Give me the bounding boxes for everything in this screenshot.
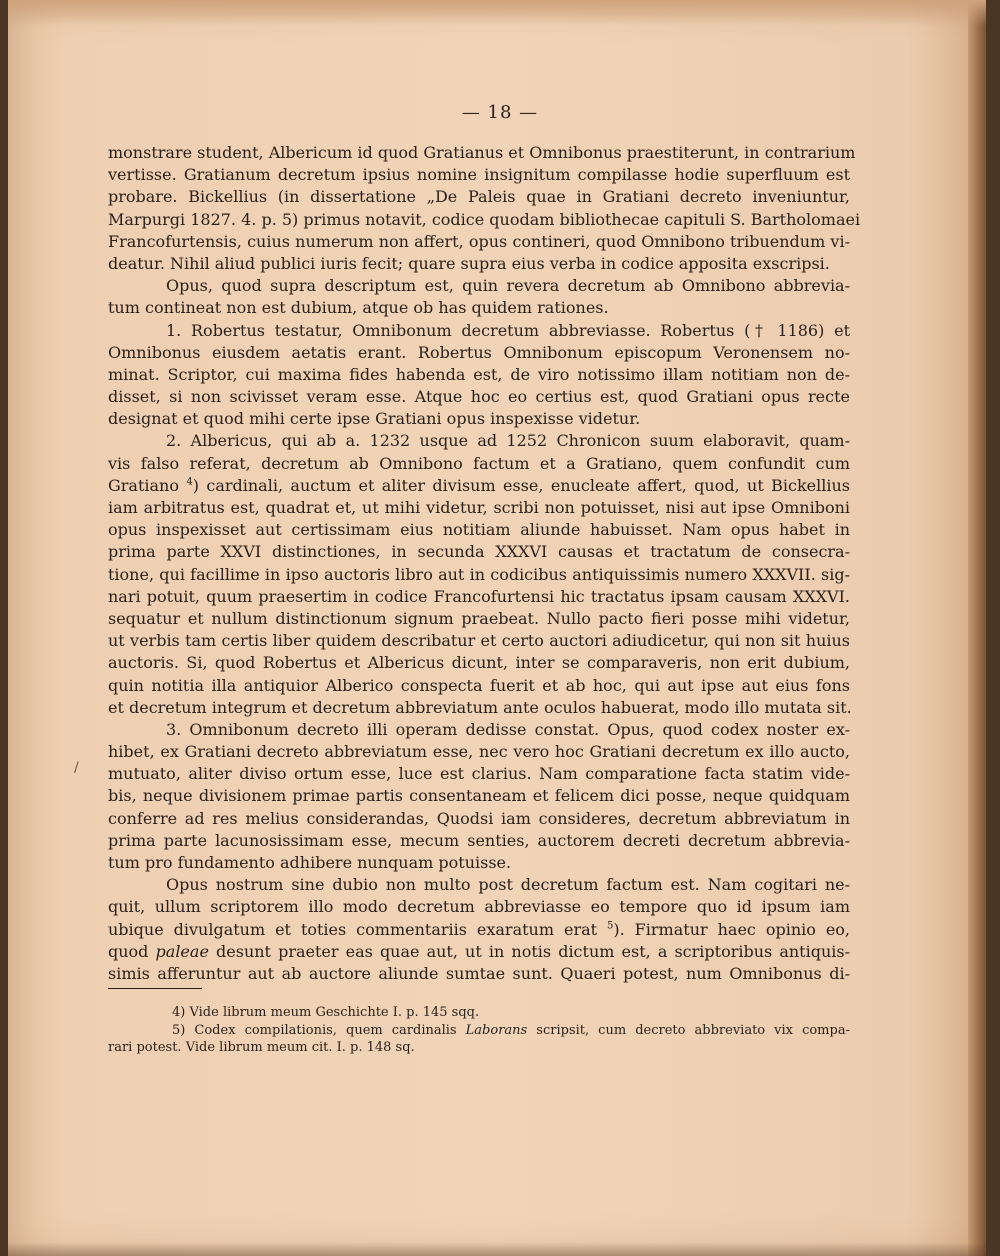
text-line: quit, ullum scriptorem illo modo decretum abbreviasse eo tempore quo id ipsum iam (108, 897, 850, 917)
margin-mark: / (74, 760, 79, 776)
text-line: probare. Bickellius (in dissertatione „De Paleis quae in Gratiani decreto inveniuntur, (108, 187, 850, 207)
text-line-erat (108, 919, 850, 941)
text-line: sequatur et nullum distinctionum signum praebeat. Nullo pacto fieri posse mihi videtur, (108, 608, 850, 628)
text-line: tum pro fundamento adhibere nunquam potuisse. (108, 853, 512, 872)
text-line: nari potuit, quum praesertim in codice Francofurtensi hic tractatus ipsam causam XXXVI. (108, 586, 850, 606)
text-line-gratiano (108, 475, 850, 497)
text-line: 1. Robertus testatur, Omnibonum decretum abbreviasse. Robertus († 1186) et (166, 320, 850, 340)
text-line: mutuato, aliter diviso ortum esse, luce est clarius. Nam comparatione facta statim vide- (108, 764, 850, 784)
erat-phrase: ubique divulgatum et toties commentariis exaratum erat (108, 919, 598, 939)
text-line: minat. Scriptor, cui maxima fides habenda est, de viro notissimo illam notitiam non de- (108, 364, 850, 384)
body-text (108, 142, 861, 985)
gratiano-rest: ) cardinali, auctum et aliter divisum esse, enucleate affert, quod, ut Bickellius (192, 475, 850, 495)
text-line: opus inspexisset aut certissimam eius notitiam aliunde habuisset. Nam opus habet in (108, 520, 850, 540)
text-line: prima parte lacunosissimam esse, mecum senties, auctorem decreti decretum abbrevia- (108, 830, 850, 850)
footnote-4: 4) Vide librum meum Geschichte I. p. 145 sqq. (172, 1005, 480, 1020)
text-line: designat et quod mihi certe ipse Gratiani opus inspexisse videtur. (108, 409, 641, 429)
text-line: conferre ad res melius considerandas, Quodsi iam consideres, decretum abbreviatum in (108, 808, 850, 828)
top-shadow-band (8, 0, 986, 26)
text-line: hibet, ex Gratiani decreto abbreviatum esse, nec vero hoc Gratiani decretum ex illo aucto, (108, 742, 850, 762)
page-edge-bottom (8, 1242, 986, 1256)
text-line: ut verbis tam certis liber quidem describatur et certo auctori adiudicetur, qui non sit huius (108, 631, 850, 651)
footnote-5-italic: Laborans (465, 1022, 528, 1038)
text-line: bis, neque divisionem primae partis consentaneam et felicem dici posse, neque quidquam (108, 786, 850, 806)
gratiano-word: Gratiano (108, 475, 179, 495)
text-line: iam arbitratus est, quadrat et, ut mihi videtur, scribi non potuisset, nisi aut ipse Omniboni (108, 498, 850, 517)
text-line: Opus, quod supra descriptum est, quin revera decretum ab Omnibono abbrevia- (166, 276, 850, 296)
text-line: vertisse. Gratianum decretum ipsius nomine insignitum compilasse hodie superfluum est (108, 165, 850, 185)
text-line: tione, qui facillime in ipso auctoris libro aut in codicibus antiquissimis numero XXXVII. sig- (108, 564, 850, 584)
text-line: Opus nostrum sine dubio non multo post decretum factum est. Nam cogitari ne- (166, 875, 850, 895)
text-line: simis afferuntur aut ab auctore aliunde sumtae sunt. Quaeri potest, num Omnibonus di- (108, 963, 850, 983)
footnote-5-a: 5) Codex compilationis, quem cardinalis (172, 1022, 457, 1038)
text-line: Marpurgi 1827. 4. p. 5) primus notavit, codice quodam bibliothecae capituli S. Bartholomaei (108, 209, 861, 229)
text-line: et decretum integrum et decretum abbreviatum ante oculos habuerat, modo illo mutata sit. (108, 697, 852, 717)
footnote-rule (108, 988, 202, 989)
paleae-word: paleae (155, 941, 209, 961)
text-line: Francofurtensis, cuius numerum non affert, opus contineri, quod Omnibono tribuendum vi- (108, 231, 850, 251)
page-number: — 18 — (461, 102, 539, 123)
text-line: monstrare student, Albericum id quod Gratianus et Omnibonus praestiterunt, in contrarium (108, 143, 856, 162)
text-line: deatur. Nihil aliud publici iuris fecit; quare supra eius verba in codice apposita exscripsi. (108, 253, 830, 273)
footnote-ref-5: 5 (607, 920, 614, 932)
text-line: disset, si non scivisset veram esse. Atque hoc eo certius est, quod Gratiani opus recte (108, 387, 850, 407)
text-line: Omnibonus eiusdem aetatis erant. Robertus Omnibonum episcopum Veronensem no- (108, 342, 850, 362)
text-line: vis falso referat, decretum ab Omnibono factum et a Gratiano, quem confundit cum (108, 453, 850, 473)
page-edge-right (968, 0, 986, 1256)
text-line: quin notitia illa antiquior Alberico conspecta fuerit et ab hoc, qui aut ipse aut eius fons (108, 675, 850, 695)
text-line: prima parte XXVI distinctiones, in secunda XXXVI causas et tractatum de consecra- (108, 542, 850, 562)
footnotes (108, 1004, 850, 1057)
footnote-5 (108, 1022, 850, 1040)
text-line: tum contineat non est dubium, atque ob has quidem rationes. (108, 298, 609, 318)
paleae-rest: desunt praeter eas quae aut, ut in notis dictum est, a scriptoribus antiquis- (216, 941, 850, 961)
text-line: 2. Albericus, qui ab a. 1232 usque ad 1252 Chronicon suum elaboravit, quam- (166, 431, 850, 451)
footnote-5-cont: rari potest. Vide librum meum cit. I. p. 148 sq. (108, 1040, 415, 1055)
footnote-ref-4: 4 (186, 476, 193, 488)
text-line: auctoris. Si, quod Robertus et Albericus dicunt, inter se comparaveris, non erit dubium, (108, 653, 850, 673)
text-line-paleae (108, 941, 850, 963)
quod-word: quod (108, 941, 149, 961)
footnote-5-b: scripsit, cum decreto abbreviato vix compa- (536, 1022, 850, 1038)
erat-rest: ). Firmatur haec opinio eo, (613, 919, 851, 939)
text-line: 3. Omnibonum decreto illi operam dedisse constat. Opus, quod codex noster ex- (166, 719, 850, 739)
